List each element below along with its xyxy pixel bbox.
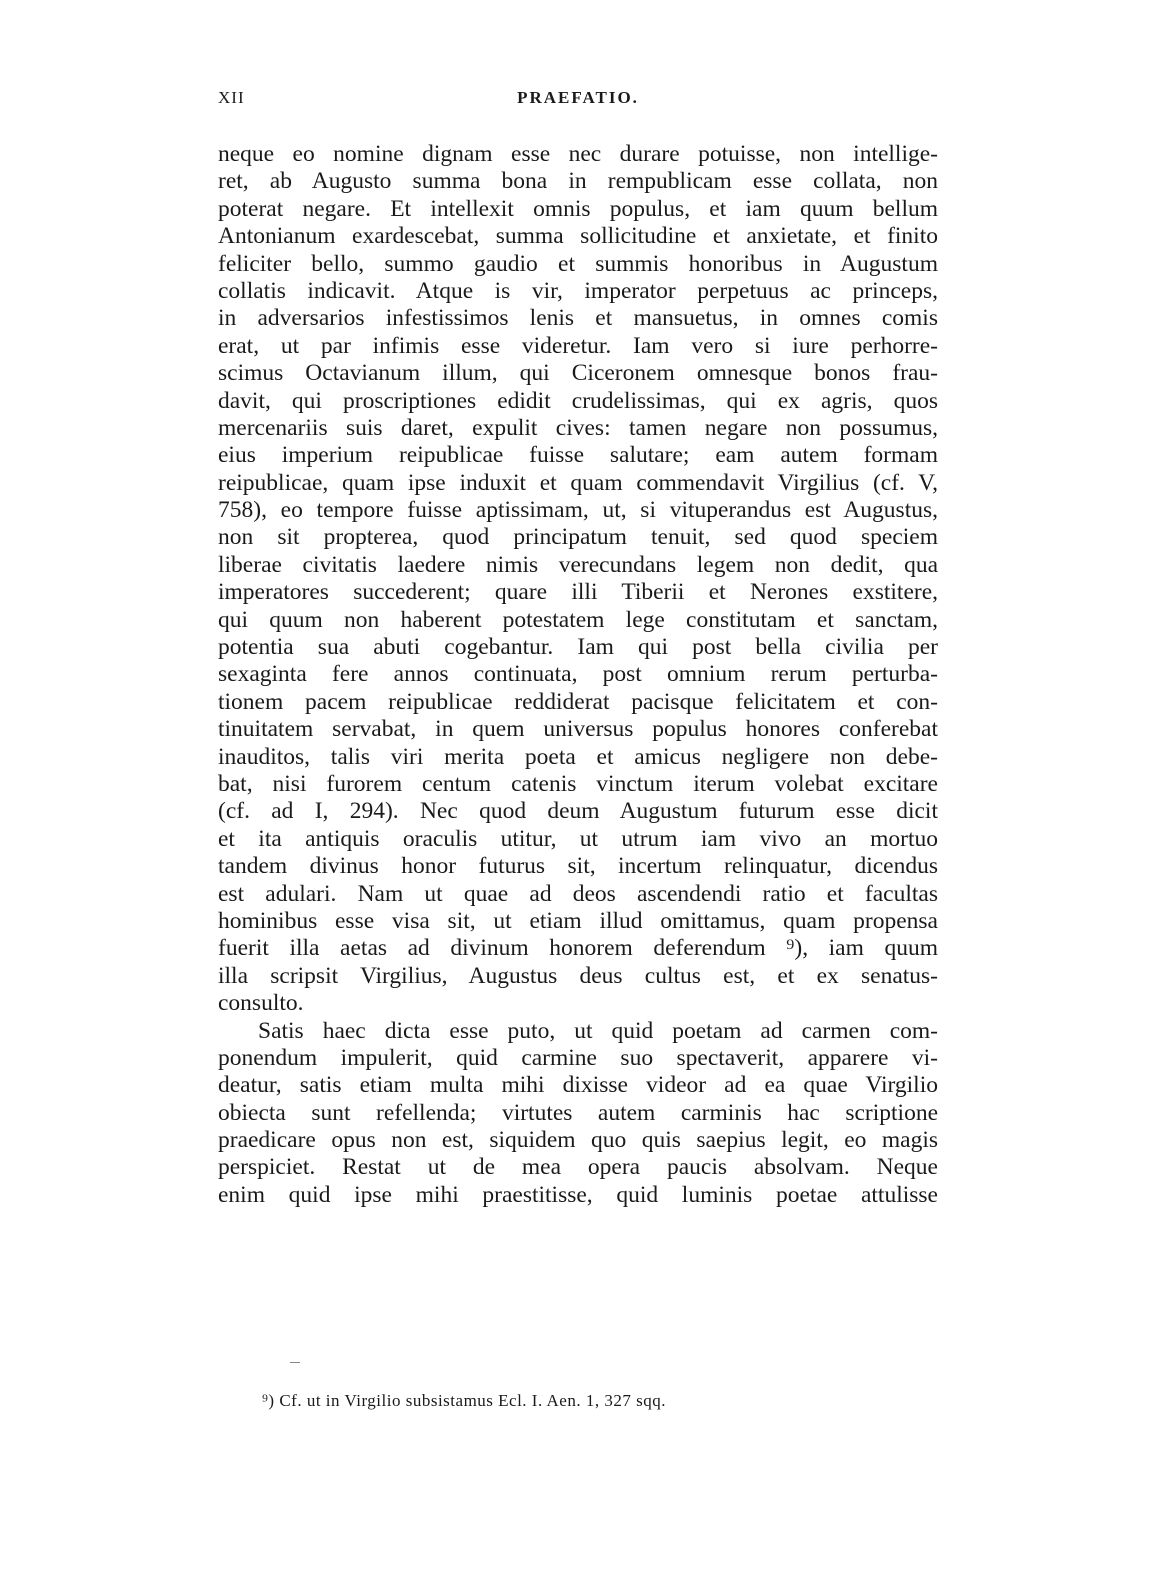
text-line: obiecta sunt refellenda; virtutes autem carminis hac scriptione: [218, 1099, 938, 1126]
text-line: consulto.: [218, 990, 304, 1017]
text-line: Satis haec dicta esse puto, ut quid poetam ad carmen com-: [258, 1017, 938, 1044]
text-line: liberae civitatis laedere nimis verecundans legem non dedit, qua: [218, 551, 938, 578]
text-line: scimus Octavianum illum, qui Ciceronem omnesque bonos frau-: [218, 360, 938, 387]
text-line: praedicare opus non est, siquidem quo quis saepius legit, eo magis: [218, 1127, 938, 1154]
body-text: [218, 141, 938, 1209]
text-line: fuerit illa aetas ad divinum honorem deferendum ⁹), iam quum: [218, 935, 938, 962]
text-line: poterat negare. Et intellexit omnis populus, et iam quum bellum: [218, 195, 938, 222]
text-line: potentia sua abuti cogebantur. Iam qui post bella civilia per: [218, 634, 938, 661]
paragraph-1: [218, 141, 938, 1018]
text-line: sexaginta fere annos continuata, post omnium rerum perturba-: [218, 661, 938, 688]
text-line: reipublicae, quam ipse induxit et quam commendavit Virgilius (cf. V,: [218, 469, 938, 496]
text-line: deatur, satis etiam multa mihi dixisse videor ad ea quae Virgilio: [218, 1072, 938, 1099]
text-line: erat, ut par infimis esse videretur. Iam vero si iure perhorre-: [218, 332, 938, 359]
footnote-separator: [290, 1362, 300, 1363]
running-title: PRAEFATIO.: [517, 88, 639, 107]
text-line: ponendum impulerit, quid carmine suo spectaverit, apparere vi-: [218, 1044, 938, 1071]
text-line: 758), eo tempore fuisse aptissimam, ut, si vituperandus est Augustus,: [218, 497, 938, 524]
text-line: bat, nisi furorem centum catenis vinctum iterum volebat excitare: [218, 770, 938, 797]
text-line: eius imperium reipublicae fuisse salutare; eam autem formam: [218, 442, 938, 469]
text-line: neque eo nomine dignam esse nec durare potuisse, non intellige-: [218, 141, 938, 167]
text-line: perspiciet. Restat ut de mea opera paucis absolvam. Neque: [218, 1154, 938, 1181]
text-line: non sit propterea, quod principatum tenuit, sed quod speciem: [218, 524, 938, 551]
text-line: imperatores succederent; quare illi Tiberii et Nerones exstitere,: [218, 579, 938, 606]
text-line: in adversarios infestissimos lenis et mansuetus, in omnes comis: [218, 305, 938, 332]
text-line: inauditos, talis viri merita poeta et amicus negligere non debe-: [218, 743, 938, 770]
page-number: XII: [218, 88, 245, 107]
text-line: feliciter bello, summo gaudio et summis honoribus in Augustum: [218, 250, 938, 277]
text-line: tinuitatem servabat, in quem universus populus honores conferebat: [218, 716, 938, 743]
page-header: [218, 88, 938, 118]
text-line: ret, ab Augusto summa bona in rempublicam esse collata, non: [218, 168, 938, 195]
text-line: tandem divinus honor futurus sit, incertum relinquatur, dicendus: [218, 853, 938, 880]
text-line: (cf. ad I, 294). Nec quod deum Augustum futurum esse dicit: [218, 798, 938, 825]
text-line: tionem pacem reipublicae reddiderat pacisque felicitatem et con-: [218, 688, 938, 715]
text-line: davit, qui proscriptiones edidit crudelissimas, qui ex agris, quos: [218, 387, 938, 414]
paragraph-2: [218, 1018, 938, 1210]
text-line: et ita antiquis oraculis utitur, ut utrum iam vivo an mortuo: [218, 825, 938, 852]
text-line: enim quid ipse mihi praestitisse, quid luminis poetae attulisse: [218, 1181, 938, 1208]
text-line: Antonianum exardescebat, summa sollicitudine et anxietate, et finito: [218, 223, 938, 250]
text-line: qui quum non haberent potestatem lege constitutam et sanctam,: [218, 606, 938, 633]
text-line: hominibus esse visa sit, ut etiam illud omittamus, quam propensa: [218, 907, 938, 934]
footnote: ⁹) Cf. ut in Virgilio subsistamus Ecl. I. Aen. 1, 327 sqq.: [262, 1391, 666, 1410]
text-line: illa scripsit Virgilius, Augustus deus cultus est, et ex senatus-: [218, 962, 938, 989]
text-line: collatis indicavit. Atque is vir, imperator perpetuus ac princeps,: [218, 277, 938, 304]
text-line: est adulari. Nam ut quae ad deos ascendendi ratio et facultas: [218, 880, 938, 907]
text-line: mercenariis suis daret, expulit cives: tamen negare non possumus,: [218, 414, 938, 441]
